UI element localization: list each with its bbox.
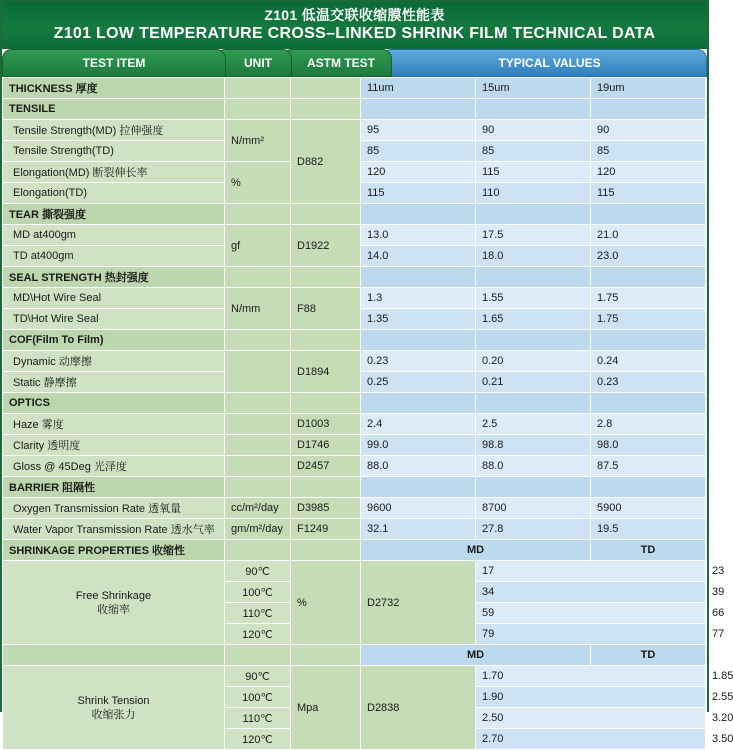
temperature-cell: 120℃ (225, 729, 291, 750)
table-row (3, 561, 707, 582)
row-label-gloss: Gloss @ 45Deg 光泽度 (3, 456, 225, 477)
unit-cell (225, 204, 291, 225)
value-cell: 23.0 (591, 246, 706, 267)
temperature-cell: 110℃ (225, 603, 291, 624)
unit-cell (225, 477, 291, 498)
technical-data-table (2, 77, 733, 750)
value-cell: 95 (361, 120, 476, 141)
row-label-static-cof: Static 静摩擦 (3, 372, 225, 393)
value-cell: 2.4 (361, 414, 476, 435)
value-cell (361, 393, 476, 414)
value-cell (476, 99, 591, 120)
column-header-astm-test: ASTM TEST (282, 49, 392, 77)
unit-cell (225, 99, 291, 120)
unit-cell-percent: % (225, 162, 291, 204)
astm-cell (291, 267, 361, 288)
value-cell (361, 477, 476, 498)
astm-cell (291, 645, 361, 666)
value-cell (591, 267, 706, 288)
temperature-cell: 90℃ (225, 561, 291, 582)
section-label-tensile: TENSILE (3, 99, 225, 120)
row-label-haze: Haze 雾度 (3, 414, 225, 435)
temperature-cell: 90℃ (225, 666, 291, 687)
table-row (3, 519, 707, 540)
row-label-tensile-strength-md: Tensile Strength(MD) 拉伸强度 (3, 120, 225, 141)
section-label-optics: OPTICS (3, 393, 225, 414)
value-cell: 0.24 (591, 351, 706, 372)
free-shrinkage-name-cn: 收缩率 (97, 603, 130, 616)
table-row (3, 267, 707, 288)
value-cell: 88.0 (361, 456, 476, 477)
value-cell (591, 99, 706, 120)
astm-cell-d882: D882 (291, 120, 361, 204)
table-row (3, 456, 707, 477)
value-cell (476, 267, 591, 288)
value-cell: 34 (476, 582, 706, 603)
astm-cell-d1003: D1003 (291, 414, 361, 435)
row-label-td-hot-wire-seal: TD\Hot Wire Seal (3, 309, 225, 330)
free-shrinkage-name-en: Free Shrinkage (75, 589, 152, 602)
astm-cell (291, 540, 361, 561)
value-cell: 39 (706, 582, 707, 603)
row-label-dynamic-cof: Dynamic 动摩擦 (3, 351, 225, 372)
section-label-shrinkage-properties: SHRINKAGE PROPERTIES 收缩性 (3, 540, 225, 561)
value-cell: 87.5 (591, 456, 706, 477)
value-cell: 1.55 (476, 288, 591, 309)
column-header-test-item: TEST ITEM (2, 49, 226, 77)
value-cell: 2.50 (476, 708, 706, 729)
row-label-md-at400gm: MD at400gm (3, 225, 225, 246)
value-cell (361, 267, 476, 288)
value-cell: 2.70 (476, 729, 706, 750)
table-row (3, 540, 707, 561)
row-label-clarity: Clarity 透明度 (3, 435, 225, 456)
value-cell: 1.85 (706, 666, 707, 687)
astm-cell-d1746: D1746 (291, 435, 361, 456)
unit-cell-nmm2: N/mm² (225, 120, 291, 162)
value-cell: 110 (476, 183, 591, 204)
astm-cell-d1922: D1922 (291, 225, 361, 267)
value-cell: 3.20 (706, 708, 707, 729)
table-row (3, 204, 707, 225)
astm-cell-f88: F88 (291, 288, 361, 330)
value-cell: 99.0 (361, 435, 476, 456)
value-cell: 17 (476, 561, 706, 582)
thickness-value-3: 19um (591, 78, 706, 99)
value-cell: 0.23 (361, 351, 476, 372)
value-cell (476, 477, 591, 498)
row-label-shrink-tension (3, 666, 225, 750)
astm-cell-d3985: D3985 (291, 498, 361, 519)
value-cell: 1.90 (476, 687, 706, 708)
value-cell: 115 (591, 183, 706, 204)
row-label-water-vapor-transmission-rate: Water Vapor Transmission Rate 透水气率 (3, 519, 225, 540)
value-cell: 120 (591, 162, 706, 183)
value-cell (361, 330, 476, 351)
unit-cell-mpa: Mpa (291, 666, 361, 750)
value-cell: 85 (361, 141, 476, 162)
row-label-free-shrinkage (3, 561, 225, 645)
table-row (3, 120, 707, 141)
unit-cell-gm-m2-day: gm/m²/day (225, 519, 291, 540)
astm-cell (291, 330, 361, 351)
table-row (3, 666, 707, 687)
value-cell (361, 204, 476, 225)
value-cell (476, 393, 591, 414)
value-cell: 88.0 (476, 456, 591, 477)
value-cell: 19.5 (591, 519, 706, 540)
unit-cell (225, 540, 291, 561)
column-header-typical-values: TYPICAL VALUES (382, 49, 707, 77)
table-row (3, 330, 707, 351)
value-cell: 0.25 (361, 372, 476, 393)
row-label-td-at400gm: TD at400gm (3, 246, 225, 267)
row-label-tensile-strength-td: Tensile Strength(TD) (3, 141, 225, 162)
astm-cell (291, 477, 361, 498)
temperature-cell: 120℃ (225, 624, 291, 645)
value-cell: 120 (361, 162, 476, 183)
section-label-cof: COF(Film To Film) (3, 330, 225, 351)
table-row (3, 78, 707, 99)
value-cell: 0.20 (476, 351, 591, 372)
value-cell: 90 (591, 120, 706, 141)
unit-cell (225, 645, 291, 666)
table-row (3, 99, 707, 120)
value-cell: 21.0 (591, 225, 706, 246)
astm-cell-d1894: D1894 (291, 351, 361, 393)
value-cell (476, 204, 591, 225)
value-cell: 1.65 (476, 309, 591, 330)
unit-cell (225, 267, 291, 288)
shrink-tension-spacer (3, 645, 225, 666)
thickness-value-2: 15um (476, 78, 591, 99)
thickness-value-1: 11um (361, 78, 476, 99)
value-cell: 98.0 (591, 435, 706, 456)
unit-cell (225, 456, 291, 477)
value-cell: 1.75 (591, 309, 706, 330)
value-cell: 27.8 (476, 519, 591, 540)
value-cell: 14.0 (361, 246, 476, 267)
astm-cell-d2732: D2732 (361, 561, 476, 645)
value-cell: 1.35 (361, 309, 476, 330)
value-cell: 0.21 (476, 372, 591, 393)
value-cell: 0.23 (591, 372, 706, 393)
row-label-md-hot-wire-seal: MD\Hot Wire Seal (3, 288, 225, 309)
unit-cell (225, 435, 291, 456)
value-cell: 18.0 (476, 246, 591, 267)
value-cell: 9600 (361, 498, 476, 519)
title-english: Z101 LOW TEMPERATURE CROSS–LINKED SHRINK FILM TECHNICAL DATA (53, 25, 656, 42)
value-cell: 98.8 (476, 435, 591, 456)
section-label-seal-strength: SEAL STRENGTH 热封强度 (3, 267, 225, 288)
value-cell: 66 (706, 603, 707, 624)
value-cell: 2.55 (706, 687, 707, 708)
section-label-tear: TEAR 撕裂强度 (3, 204, 225, 225)
value-cell: 13.0 (361, 225, 476, 246)
unit-cell (225, 393, 291, 414)
unit-cell-nmm: N/mm (225, 288, 291, 330)
unit-cell-gf: gf (225, 225, 291, 267)
astm-cell (291, 204, 361, 225)
row-label-elongation-td: Elongation(TD) (3, 183, 225, 204)
value-cell: 5900 (591, 498, 706, 519)
column-header-unit: UNIT (216, 49, 292, 77)
value-cell (591, 330, 706, 351)
value-cell: 2.8 (591, 414, 706, 435)
value-cell: 59 (476, 603, 706, 624)
value-cell: 3.50 (706, 729, 707, 750)
astm-cell-d2457: D2457 (291, 456, 361, 477)
table-row (3, 435, 707, 456)
astm-cell (291, 393, 361, 414)
unit-cell (225, 414, 291, 435)
value-cell (591, 393, 706, 414)
value-cell: 115 (361, 183, 476, 204)
table-row (3, 477, 707, 498)
table-row (3, 288, 707, 309)
unit-cell (225, 78, 291, 99)
value-cell: 85 (476, 141, 591, 162)
value-cell: 77 (706, 624, 707, 645)
astm-cell-d2838: D2838 (361, 666, 476, 750)
astm-cell (291, 99, 361, 120)
value-cell: 85 (591, 141, 706, 162)
section-label-barrier: BARRIER 阻隔性 (3, 477, 225, 498)
shrink-tension-name-cn: 收缩张力 (91, 708, 136, 721)
shrink-tension-name-en: Shrink Tension (77, 694, 150, 707)
temperature-cell: 100℃ (225, 582, 291, 603)
table-row (3, 393, 707, 414)
value-cell (361, 99, 476, 120)
value-cell: 90 (476, 120, 591, 141)
column-header-band (2, 49, 707, 77)
row-label-oxygen-transmission-rate: Oxygen Transmission Rate 透氧量 (3, 498, 225, 519)
value-cell: 1.3 (361, 288, 476, 309)
value-cell (591, 204, 706, 225)
temperature-cell: 100℃ (225, 687, 291, 708)
temperature-cell: 110℃ (225, 708, 291, 729)
free-shrinkage-md-header: MD (361, 540, 591, 561)
value-cell: 2.5 (476, 414, 591, 435)
unit-cell-cc-m2-day: cc/m²/day (225, 498, 291, 519)
value-cell: 32.1 (361, 519, 476, 540)
value-cell: 79 (476, 624, 706, 645)
free-shrinkage-td-header: TD (591, 540, 706, 561)
page-header (2, 2, 707, 49)
value-cell: 1.70 (476, 666, 706, 687)
unit-cell-percent: % (291, 561, 361, 645)
unit-cell (225, 330, 291, 351)
table-row (3, 225, 707, 246)
value-cell: 1.75 (591, 288, 706, 309)
value-cell: 8700 (476, 498, 591, 519)
table-row (3, 351, 707, 372)
value-cell: 17.5 (476, 225, 591, 246)
row-label-thickness: THICKNESS 厚度 (3, 78, 225, 99)
shrink-tension-md-header: MD (361, 645, 591, 666)
astm-cell (291, 78, 361, 99)
value-cell: 115 (476, 162, 591, 183)
astm-cell-f1249: F1249 (291, 519, 361, 540)
unit-cell (225, 351, 291, 393)
table-row (3, 498, 707, 519)
shrink-tension-td-header: TD (591, 645, 706, 666)
value-cell (476, 330, 591, 351)
value-cell (591, 477, 706, 498)
table-row (3, 414, 707, 435)
value-cell: 23 (706, 561, 707, 582)
table-row (3, 645, 707, 666)
row-label-elongation-md: Elongation(MD) 断裂伸长率 (3, 162, 225, 183)
title-chinese: Z101 低温交联收缩膜性能表 (264, 7, 445, 23)
